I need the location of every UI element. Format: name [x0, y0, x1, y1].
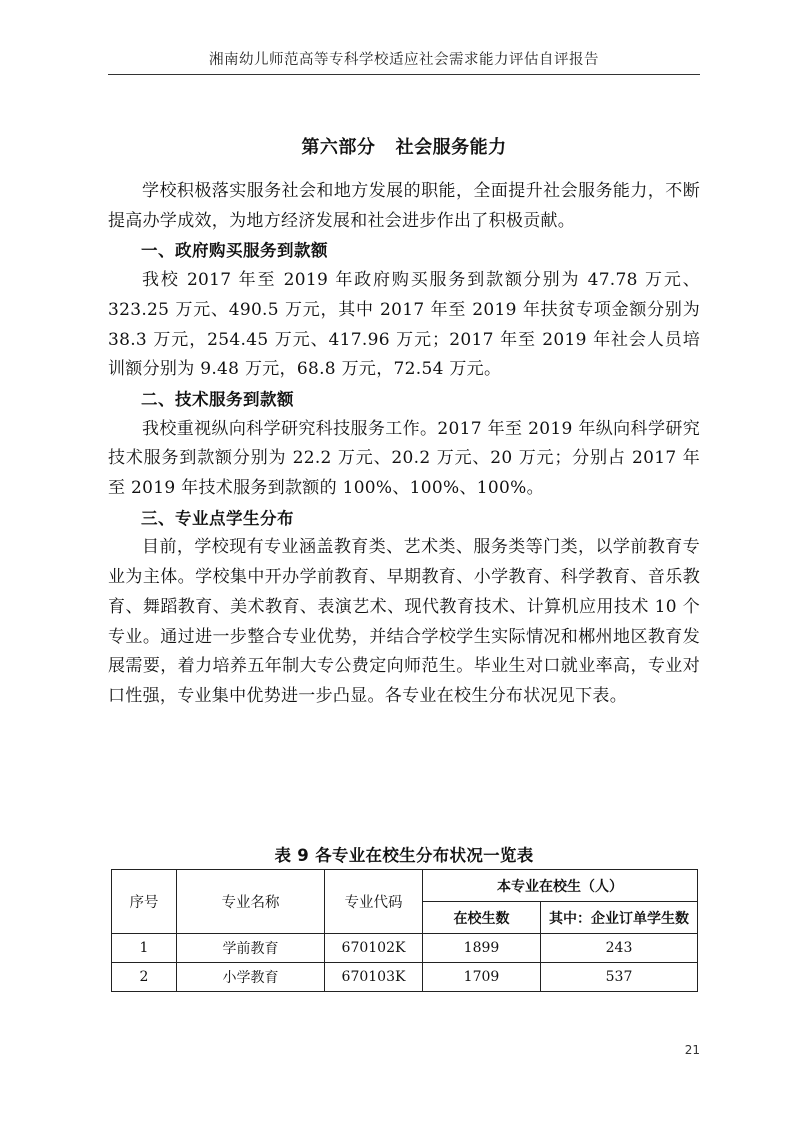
- header-order-count: 其中：企业订单学生数: [541, 902, 698, 934]
- subsection-heading-technical-service: 二、技术服务到款额: [141, 389, 294, 409]
- intro-paragraph: 学校积极落实服务社会和地方发展的职能，全面提升社会服务能力，不断提高办学成效，为地方经济发展和社会进步作出了积极贡献。: [108, 181, 700, 231]
- student-distribution-table: [111, 869, 698, 992]
- header-divider: [108, 74, 700, 75]
- cell-major-code: 670102K: [325, 934, 423, 963]
- cell-order-count: 537: [541, 963, 698, 992]
- header-major-name: 专业名称: [177, 870, 325, 934]
- subsection-heading-government-purchase: 一、政府购买服务到款额: [141, 241, 328, 261]
- paragraph-technical-service: 我校重视纵向科学研究科技服务工作。2017 年至 2019 年纵向科学研究技术服务到款额分别为 22.2 万元、20.2 万元、20 万元；分别占 2017 年至 2019 年技术服务到款额的 100%、100%、100%。: [108, 418, 700, 499]
- body-content: [108, 177, 700, 712]
- table-caption: 表 9 各专业在校生分布状况一览表: [274, 846, 534, 865]
- cell-seq: 1: [112, 934, 177, 963]
- table-row: [112, 963, 698, 992]
- table-header-row: [112, 870, 698, 902]
- cell-seq: 2: [112, 963, 177, 992]
- cell-major-name: 学前教育: [177, 934, 325, 963]
- cell-enrolled-count: 1709: [423, 963, 541, 992]
- cell-major-name: 小学教育: [177, 963, 325, 992]
- header-seq: 序号: [112, 870, 177, 934]
- subsection-heading-student-distribution: 三、专业点学生分布: [141, 508, 294, 528]
- cell-order-count: 243: [541, 934, 698, 963]
- paragraph-government-purchase: 我校 2017 年至 2019 年政府购买服务到款额分别为 47.78 万元、323.25 万元、490.5 万元，其中 2017 年至 2019 年扶贫专项金额分别为 38.3 万元，254.45 万元、417.96 万元；2017 年至 2019 年社会人员培训额分别为 9.48 万元，68.8 万元，72.54 万元。: [108, 270, 700, 380]
- section-title: 第六部分 社会服务能力: [301, 137, 507, 158]
- page-number: 21: [684, 1043, 700, 1057]
- header-enrolled-group: 本专业在校生（人）: [423, 870, 698, 902]
- table-row: [112, 934, 698, 963]
- paragraph-student-distribution: 目前，学校现有专业涵盖教育类、艺术类、服务类等门类，以学前教育专业为主体。学校集中开办学前教育、早期教育、小学教育、科学教育、音乐教育、舞蹈教育、美术教育、表演艺术、现代教育技术、计算机应用技术 10 个专业。通过进一步整合专业优势，并结合学校学生实际情况和郴州地区教育发展需要，着力培养五年制大专公费定向师范生。毕业生对口就业率高，专业对口性强，专业集中优势进一步凸显。各专业在校生分布状况见下表。: [108, 537, 700, 706]
- cell-major-code: 670103K: [325, 963, 423, 992]
- header-major-code: 专业代码: [325, 870, 423, 934]
- header-enrolled-count: 在校生数: [423, 902, 541, 934]
- page-header: 湘南幼儿师范高等专科学校适应社会需求能力评估自评报告: [209, 52, 599, 68]
- cell-enrolled-count: 1899: [423, 934, 541, 963]
